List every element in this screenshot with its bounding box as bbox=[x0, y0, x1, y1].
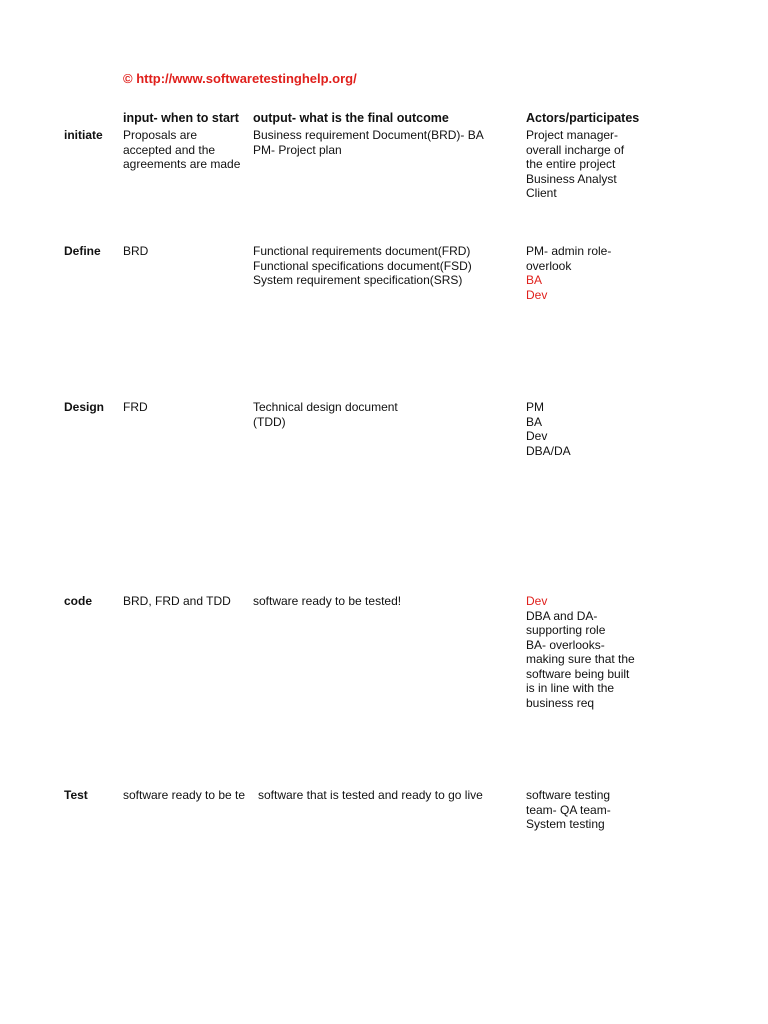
text-line: BA- overlooks- bbox=[526, 637, 605, 652]
actors-cell-code bbox=[526, 594, 635, 710]
header-input: input- when to start bbox=[123, 111, 239, 125]
text-line: DBA/DA bbox=[526, 443, 571, 458]
copyright-link[interactable]: © http://www.softwaretestinghelp.org/ bbox=[123, 71, 357, 86]
text-line: Proposals are bbox=[123, 128, 198, 142]
text-line: Business Analyst bbox=[526, 171, 617, 186]
phase-code: code bbox=[64, 594, 93, 608]
text-line: PM- admin role- bbox=[526, 244, 612, 258]
text-line: supporting role bbox=[526, 623, 606, 637]
text-line: software being built bbox=[526, 666, 630, 681]
text-line: agreements are made bbox=[123, 157, 241, 171]
actors-cell-initiate bbox=[526, 128, 624, 201]
input-cell-code bbox=[123, 594, 231, 609]
text-line: Dev bbox=[526, 429, 548, 443]
text-line: making sure that the bbox=[526, 652, 635, 666]
header-actors: Actors/participates bbox=[526, 111, 640, 125]
input-cell-test bbox=[123, 788, 245, 803]
input-cell-design bbox=[123, 400, 148, 415]
actors-cell-define bbox=[526, 244, 611, 302]
phase-test: Test bbox=[64, 788, 88, 802]
header-output: output- what is the final outcome bbox=[253, 111, 449, 125]
text-line: System testing bbox=[526, 817, 605, 831]
text-line: PM bbox=[526, 400, 544, 414]
text-line: BRD bbox=[123, 244, 149, 258]
output-cell-initiate bbox=[253, 128, 484, 157]
text-line: accepted and the bbox=[123, 142, 216, 157]
output-cell-define bbox=[253, 244, 472, 288]
text-line: BRD, FRD and TDD bbox=[123, 594, 231, 608]
text-line: Technical design document bbox=[253, 400, 398, 414]
highlighted-actor: Dev bbox=[526, 287, 548, 302]
text-line: software ready to be tested! bbox=[253, 594, 402, 608]
text-line: overlook bbox=[526, 258, 572, 273]
input-cell-initiate bbox=[123, 128, 240, 172]
text-line: Functional requirements document(FRD) bbox=[253, 244, 471, 258]
phase-initiate: initiate bbox=[64, 128, 103, 142]
text-line: PM- Project plan bbox=[253, 142, 342, 157]
highlighted-actor: BA bbox=[526, 273, 543, 287]
text-line: FRD bbox=[123, 400, 148, 414]
phase-design: Design bbox=[64, 400, 105, 414]
text-line: software ready to be te bbox=[123, 788, 246, 802]
text-line: overall incharge of bbox=[526, 142, 625, 157]
text-line: the entire project bbox=[526, 157, 616, 171]
output-cell-design bbox=[253, 400, 398, 429]
text-line: Functional specifications document(FSD) bbox=[253, 258, 472, 273]
text-line: Business requirement Document(BRD)- BA bbox=[253, 128, 484, 142]
output-cell-test bbox=[258, 788, 483, 803]
text-line: software that is tested and ready to go live bbox=[258, 788, 483, 802]
actors-cell-test bbox=[526, 788, 611, 832]
text-line: DBA and DA- bbox=[526, 608, 598, 623]
text-line: BA bbox=[526, 414, 543, 429]
actors-cell-design bbox=[526, 400, 571, 458]
output-cell-code bbox=[253, 594, 401, 609]
text-line: Client bbox=[526, 186, 557, 200]
text-line: business req bbox=[526, 695, 595, 710]
phase-define: Define bbox=[64, 244, 101, 258]
text-line: (TDD) bbox=[253, 414, 286, 429]
text-line: System requirement specification(SRS) bbox=[253, 273, 463, 287]
text-line: is in line with the bbox=[526, 681, 615, 695]
input-cell-define bbox=[123, 244, 148, 259]
text-line: team- QA team- bbox=[526, 802, 611, 817]
text-line: Project manager- bbox=[526, 128, 619, 142]
text-line: software testing bbox=[526, 788, 611, 802]
highlighted-actor: Dev bbox=[526, 594, 548, 608]
